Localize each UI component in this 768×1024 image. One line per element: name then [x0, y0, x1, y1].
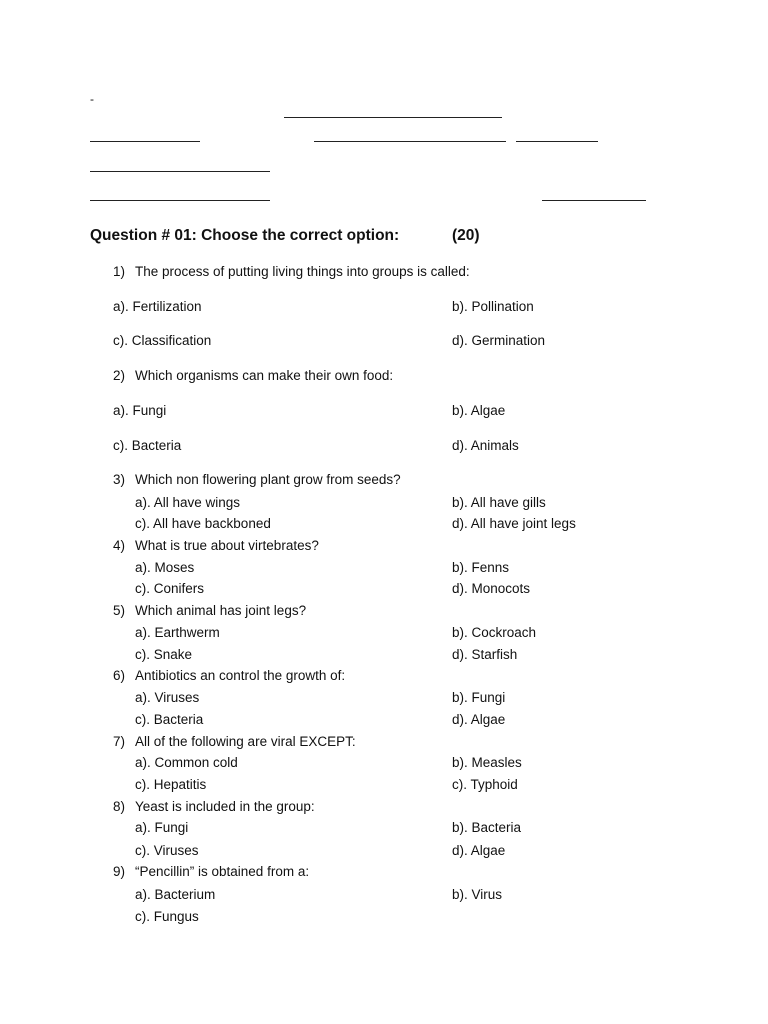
q2-option-d: d). Animals	[452, 438, 519, 453]
q7-option-c: c). Hepatitis	[135, 777, 207, 792]
question-text: What is true about virtebrates?	[135, 538, 319, 553]
q8-option-b: b). Bacteria	[452, 820, 522, 835]
question-text: Yeast is included in the group:	[135, 799, 315, 814]
q3-option-d: d). All have joint legs	[452, 516, 576, 531]
question-text: Which animal has joint legs?	[135, 603, 307, 618]
q4-option-b: b). Fenns	[452, 560, 510, 575]
header-blank-line-4	[516, 141, 598, 142]
q3-option-c: c). All have backboned	[135, 516, 271, 531]
question-8	[113, 798, 315, 816]
q5-option-a: a). Earthwerm	[135, 625, 220, 640]
q5-option-b: b). Cockroach	[452, 625, 537, 640]
q1-option-a: a). Fertilization	[113, 299, 202, 314]
q4-option-a: a). Moses	[135, 560, 195, 575]
question-9	[113, 863, 309, 881]
q6-option-d: d). Algae	[452, 712, 506, 727]
question-3	[113, 471, 401, 489]
q4-option-c: c). Conifers	[135, 581, 205, 596]
question-text: Antibiotics an control the growth of:	[135, 668, 346, 683]
q8-option-c: c). Viruses	[135, 843, 199, 858]
q2-option-a: a). Fungi	[113, 403, 167, 418]
q6-option-b: b). Fungi	[452, 690, 506, 705]
q2-option-c: c). Bacteria	[113, 438, 182, 453]
q5-option-d: d). Starfish	[452, 647, 518, 662]
q8-option-a: a). Fungi	[135, 820, 189, 835]
question-5	[113, 602, 306, 620]
q7-option-b: b). Measles	[452, 755, 522, 770]
q5-option-c: c). Snake	[135, 647, 193, 662]
question-number: 6)	[113, 668, 126, 683]
question-text: “Pencillin” is obtained from a:	[135, 864, 310, 879]
header-blank-line-2	[90, 141, 200, 142]
question-text: Which organisms can make their own food:	[135, 368, 394, 383]
question-number: 2)	[113, 368, 126, 383]
q9-option-b: b). Virus	[452, 887, 503, 902]
header-blank-line-1	[284, 117, 502, 118]
question-2	[113, 367, 393, 385]
question-4	[113, 537, 319, 555]
section-marks: (20)	[452, 227, 480, 244]
header-dash: -	[90, 92, 94, 106]
q1-option-b: b). Pollination	[452, 299, 534, 314]
q9-option-a: a). Bacterium	[135, 887, 216, 902]
question-1	[113, 263, 470, 281]
question-text: All of the following are viral EXCEPT:	[135, 734, 356, 749]
question-number: 1)	[113, 264, 126, 279]
q3-option-b: b). All have gills	[452, 495, 546, 510]
q6-option-c: c). Bacteria	[135, 712, 204, 727]
q1-option-c: c). Classification	[113, 333, 212, 348]
q6-option-a: a). Viruses	[135, 690, 200, 705]
q9-option-c: c). Fungus	[135, 909, 199, 924]
question-number: 9)	[113, 864, 126, 879]
question-6	[113, 667, 345, 685]
header-blank-line-3	[314, 141, 506, 142]
header-blank-line-6	[90, 200, 270, 201]
section-title: Question # 01: Choose the correct option:	[90, 227, 400, 244]
question-text: Which non flowering plant grow from seeds?	[135, 472, 401, 487]
question-number: 3)	[113, 472, 126, 487]
q7-option-a: a). Common cold	[135, 755, 238, 770]
question-text: The process of putting living things into groups is called:	[135, 264, 470, 279]
q4-option-d: d). Monocots	[452, 581, 531, 596]
header-blank-line-5	[90, 171, 270, 172]
question-number: 4)	[113, 538, 126, 553]
q1-option-d: d). Germination	[452, 333, 546, 348]
question-7	[113, 733, 356, 751]
question-number: 5)	[113, 603, 126, 618]
question-number: 7)	[113, 734, 126, 749]
q8-option-d: d). Algae	[452, 843, 506, 858]
q2-option-b: b). Algae	[452, 403, 506, 418]
q7-option-d: c). Typhoid	[452, 777, 518, 792]
question-number: 8)	[113, 799, 126, 814]
q3-option-a: a). All have wings	[135, 495, 241, 510]
header-blank-line-7	[542, 200, 646, 201]
